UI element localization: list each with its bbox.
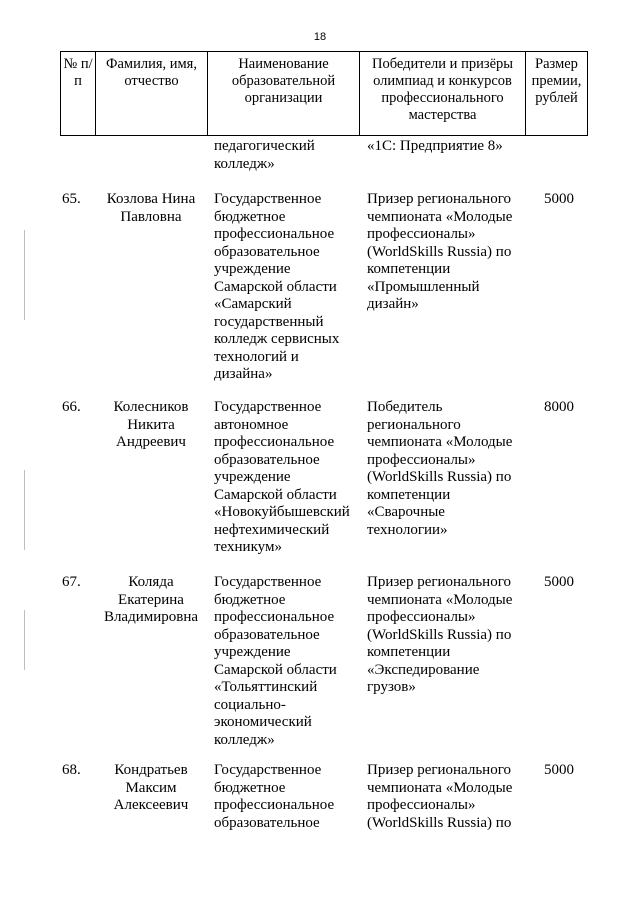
row-org: Государственное бюджетное профессиональное образовательное учреждение Самарской области «Тольяттинский социально-экономический колледж»: [214, 574, 337, 748]
scan-artifact: [24, 230, 25, 320]
header-prize: Размер премии, рублей: [531, 56, 582, 106]
row-prize: 5000: [544, 762, 574, 778]
row-winners: Призер регионального чемпионата «Молодые профессионалы» (WorldSkills Russia) по: [367, 762, 513, 831]
row-prize: 5000: [544, 574, 574, 590]
page-number: 18: [313, 31, 327, 43]
row-org: Государственное бюджетное профессиональное образовательное учреждение Самарской области «Самарский государственный колледж сервисных технологий и дизайна»: [214, 191, 340, 382]
row-org: Государственное бюджетное профессиональное образовательное: [214, 762, 335, 831]
row-winners: Призер регионального чемпионата «Молодые профессионалы» (WorldSkills Russia) по компетенции «Экспедирование грузов»: [367, 574, 513, 695]
row-num: 65.: [62, 191, 81, 207]
row-name: Коляда Екатерина Владимировна: [103, 574, 199, 625]
row-num: 66.: [62, 399, 81, 415]
table-header: [60, 51, 588, 136]
row-winners: Победитель регионального чемпионата «Молодые профессионалы» (WorldSkills Russia) по компетенции «Сварочные технологии»: [367, 399, 513, 538]
scan-artifact: [24, 470, 25, 550]
continuation-winners: «1С: Предприятие 8»: [367, 138, 503, 154]
row-name: Колесников Никита Андреевич: [113, 399, 189, 450]
scan-artifact: [24, 610, 25, 670]
row-name: Козлова Нина Павловна: [106, 191, 196, 225]
continuation-org: педагогический колледж»: [214, 138, 315, 172]
row-prize: 8000: [544, 399, 574, 415]
header-name: Фамилия, имя, отчество: [96, 52, 208, 135]
row-num: 67.: [62, 574, 81, 590]
header-winners: Победители и призёры олимпиад и конкурсов профессионального мастерства: [360, 52, 526, 135]
row-org: Государственное автономное профессиональное образовательное учреждение Самарской области «Новокуйбышевский нефтехимический техникум»: [214, 399, 350, 555]
header-num: № п/п: [61, 52, 96, 135]
row-name: Кондратьев Максим Алексеевич: [113, 762, 189, 813]
header-org: Наименование образовательной организации: [208, 52, 360, 135]
row-prize: 5000: [544, 191, 574, 207]
row-num: 68.: [62, 762, 81, 778]
row-winners: Призер регионального чемпионата «Молодые профессионалы» (WorldSkills Russia) по компетенции «Промышленный дизайн»: [367, 191, 513, 312]
